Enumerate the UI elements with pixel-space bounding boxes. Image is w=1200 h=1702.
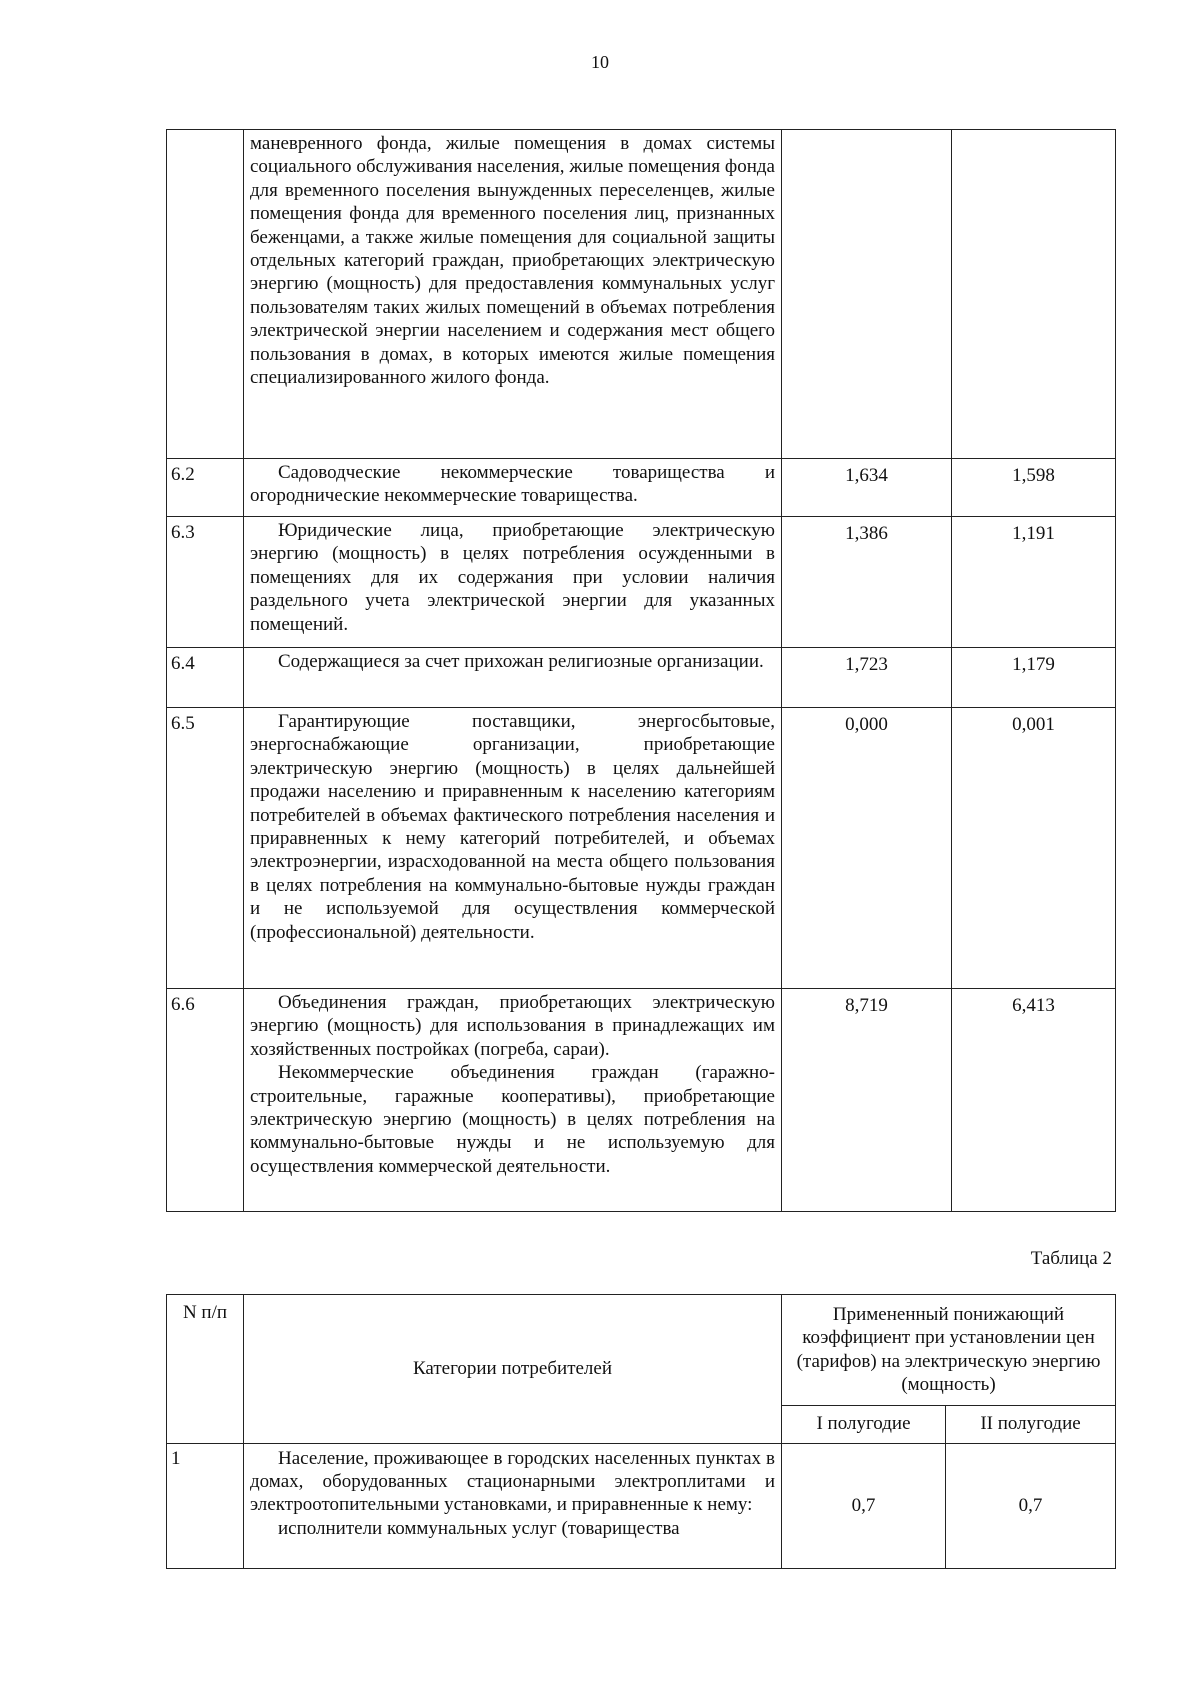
coefficient-half1: 1,634 (782, 459, 952, 517)
column-header-category: Категории потребителей (244, 1295, 782, 1444)
row-number: 1 (167, 1443, 244, 1568)
column-header-half1: I полугодие (782, 1405, 946, 1443)
category-paragraph: Содержащиеся за счет прихожан религиозные организации. (278, 651, 764, 672)
category-paragraph: Садоводческие некоммерческие товарищества и огороднические некоммерческие товарищества. (250, 462, 775, 507)
coefficient-half1: 1,386 (782, 517, 952, 648)
category-paragraph: Население, проживающее в городских населенных пунктах в домах, оборудованных стационарными электроплитами и электроотопительными установками, и приравненные к нему: (250, 1447, 775, 1516)
coefficient-half1: 0,000 (782, 708, 952, 989)
category-description (244, 989, 782, 1212)
column-header-half2: II полугодие (946, 1405, 1116, 1443)
category-paragraph: маневренного фонда, жилые помещения в домах системы социального обслуживания населения, жилые помещения фонда для временного поселения вынужденных переселенцев, жилые помещения фонда для временного поселения лиц, признанных беженцами, а также жилые помещения для социальной защиты отдельных категорий граждан, приобретающих электрическую энергию (мощность) для предоставления коммунальных услуг пользователям таких жилых помещений в объемах потребления электрической энергии населением и содержания мест общего пользования в домах, в которых имеются жилые помещения специализированного жилого фонда. (250, 133, 775, 389)
column-header-number: N п/п (167, 1295, 244, 1444)
category-description (244, 130, 782, 459)
header-row (167, 1295, 1116, 1406)
table-row (167, 130, 1116, 459)
category-description (244, 517, 782, 648)
page-number: 10 (591, 52, 609, 72)
table-row (167, 459, 1116, 517)
coefficient-half2: 0,001 (952, 708, 1116, 989)
coefficient-half2: 1,179 (952, 648, 1116, 708)
table-row (167, 517, 1116, 648)
column-header-coefficient: Примененный понижающий коэффициент при установлении цен (тарифов) на электрическую энергию (мощность) (782, 1295, 1116, 1406)
coefficient-half1: 8,719 (782, 989, 952, 1212)
row-number: 6.2 (167, 459, 244, 517)
table-row (167, 648, 1116, 708)
row-number (167, 130, 244, 459)
table-row (167, 708, 1116, 989)
category-paragraph: Юридические лица, приобретающие электрическую энергию (мощность) в целях потребления осужденными в помещениях для их содержания при условии наличия раздельного учета электрической энергии для указанных помещений. (250, 520, 775, 635)
coefficient-half2 (952, 130, 1116, 459)
coefficient-half2: 0,7 (946, 1443, 1116, 1568)
coefficient-half1: 0,7 (782, 1443, 946, 1568)
table-row (167, 1443, 1116, 1568)
row-number: 6.6 (167, 989, 244, 1212)
category-paragraph: Гарантирующие поставщики, энергосбытовые, энергоснабжающие организации, приобретающие электрическую энергию (мощность) в целях дальнейшей продажи населению и приравненным к населению категориям потребителей в объемах фактического потребления населения и приравненных к нему категорий потребителей, и объемах электроэнергии, израсходованной на места общего пользования в целях потребления на коммунально-бытовые нужды граждан и не используемой для осуществления коммерческой (профессиональной) деятельности. (250, 711, 775, 943)
category-description (244, 1443, 782, 1568)
coefficient-half2: 6,413 (952, 989, 1116, 1212)
row-number: 6.5 (167, 708, 244, 989)
category-description (244, 648, 782, 708)
coefficient-half2: 1,191 (952, 517, 1116, 648)
coefficient-half1: 1,723 (782, 648, 952, 708)
table-row (167, 989, 1116, 1212)
tariff-table-1 (166, 129, 1116, 1212)
coefficient-half2: 1,598 (952, 459, 1116, 517)
category-paragraph: Некоммерческие объединения граждан (гаражно-строительные, гаражные кооперативы), приобретающие электрическую энергию (мощность) в целях потребления на коммунально-бытовые нужды и не используемую для осуществления коммерческой деятельности. (250, 1062, 775, 1177)
category-paragraph: Объединения граждан, приобретающих электрическую энергию (мощность) для использования в принадлежащих им хозяйственных постройках (погреба, сараи). (250, 992, 775, 1060)
row-number: 6.4 (167, 648, 244, 708)
row-number: 6.3 (167, 517, 244, 648)
category-description (244, 459, 782, 517)
category-description (244, 708, 782, 989)
category-paragraph: исполнители коммунальных услуг (товарищества (278, 1517, 680, 1539)
coefficient-half1 (782, 130, 952, 459)
table-caption: Таблица 2 (1030, 1248, 1112, 1269)
tariff-table-2 (166, 1294, 1116, 1569)
